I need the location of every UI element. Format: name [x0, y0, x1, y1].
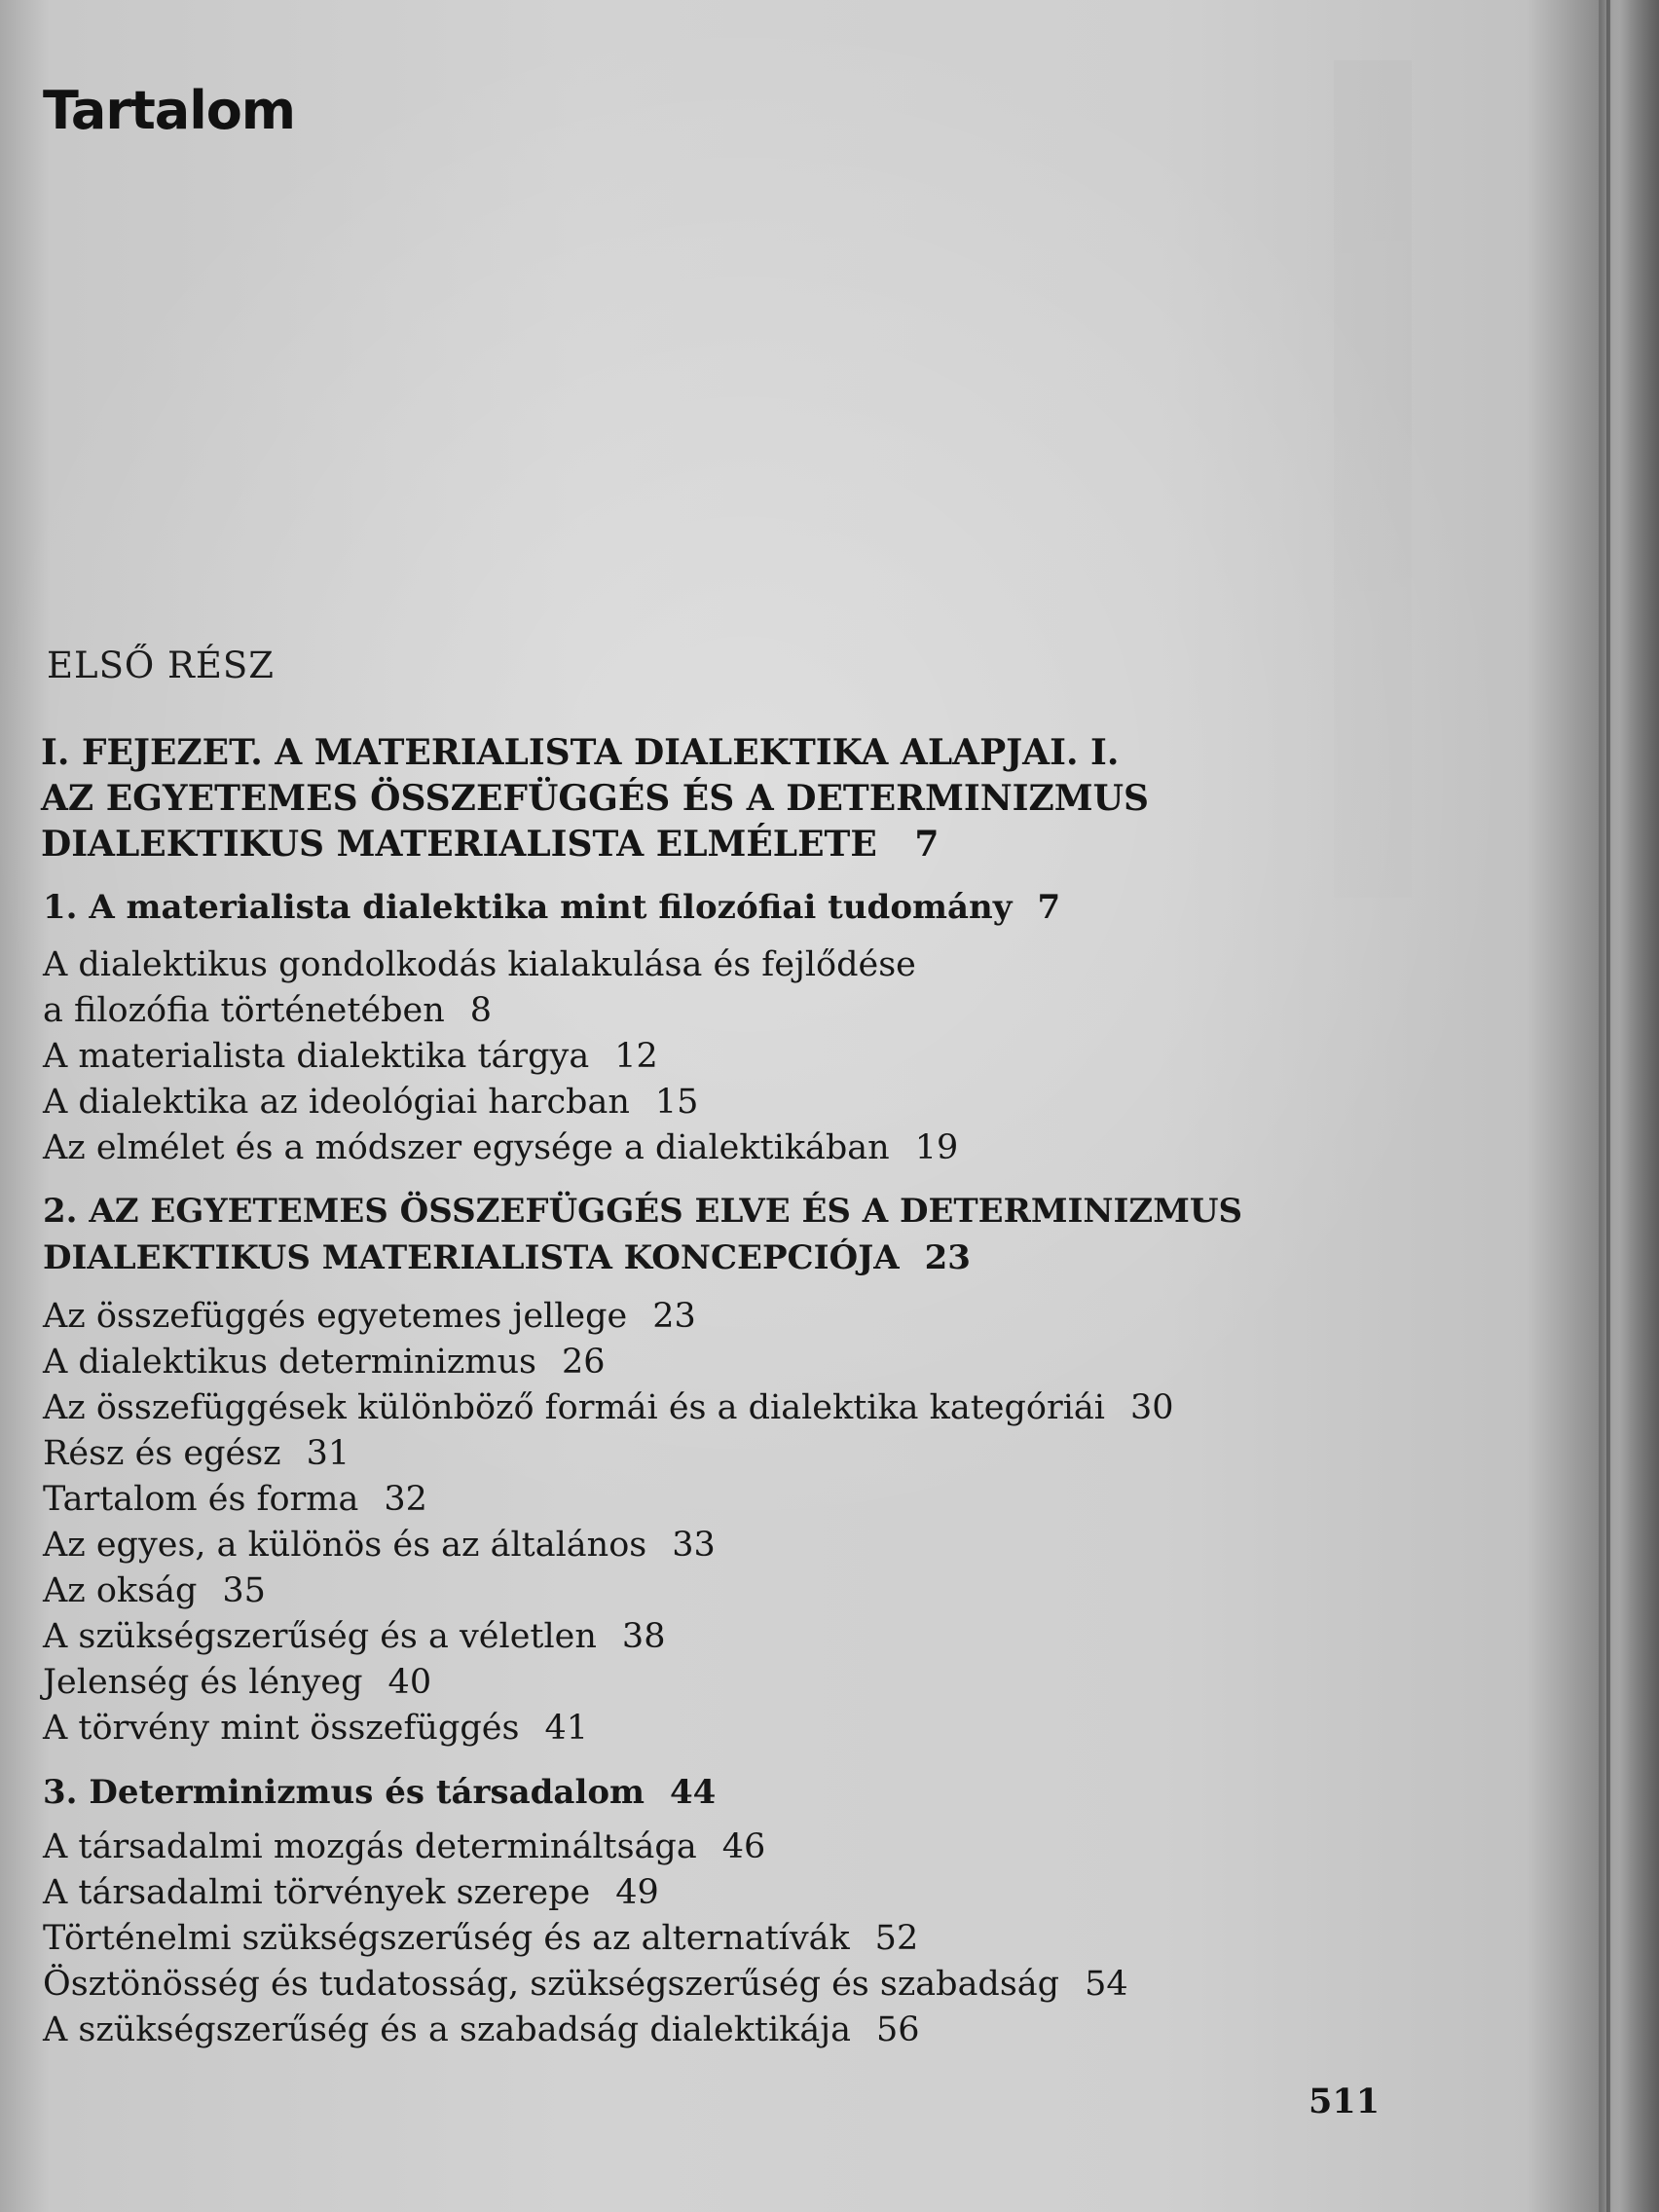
toc-entry-page: 44: [670, 1773, 717, 1812]
toc-entry: [43, 1709, 588, 1748]
toc-entry-text: A szükségszerűség és a véletlen: [43, 1617, 597, 1656]
book-spine-shadow: [1599, 0, 1659, 2212]
toc-entry-page: 56: [875, 2010, 920, 2049]
toc-entry-page: 31: [306, 1434, 350, 1473]
toc-entry-text: 2. AZ EGYETEMES ÖSSZEFÜGGÉS ELVE ÉS A DETERMINIZMUS: [43, 1192, 1243, 1231]
toc-entry: [43, 1037, 658, 1076]
toc-entry-text: A dialektika az ideológiai harcban: [43, 1083, 630, 1122]
toc-entry: [43, 1128, 959, 1167]
toc-entry-page: 8: [469, 991, 493, 1030]
toc-entry-page: 41: [544, 1709, 588, 1748]
toc-entry-text: 3. Determinizmus és társadalom: [43, 1773, 645, 1812]
toc-entry-text: A törvény mint összefüggés: [43, 1709, 520, 1748]
part-label: ELSŐ RÉSZ: [47, 645, 275, 686]
chapter-heading: [41, 730, 1375, 867]
toc-entry-text: A dialektikus gondolkodás kialakulása és fejlődése: [43, 945, 916, 984]
toc-entry-page: 23: [924, 1238, 971, 1277]
toc-entry-page: 33: [672, 1526, 716, 1565]
toc-entry-page: 38: [621, 1617, 666, 1656]
toc-entry-page: 30: [1129, 1388, 1174, 1427]
toc-entry: [43, 1192, 1243, 1231]
toc-entry-page: 15: [654, 1083, 699, 1122]
toc-entry: [43, 1083, 699, 1122]
toc-entry-text: Ösztönösség és tudatosság, szükségszerűség és szabadság: [43, 1965, 1060, 2004]
page-number: 511: [1309, 2082, 1381, 2121]
toc-entry: [43, 1480, 427, 1519]
toc-entry-page: 7: [1037, 888, 1061, 927]
toc-entry-text: Tartalom és forma: [43, 1480, 359, 1519]
toc-entry-page: 19: [914, 1128, 959, 1167]
toc-entry: [43, 945, 916, 984]
toc-entry-text: Az egyes, a különös és az általános: [43, 1526, 647, 1565]
toc-entry-text: A társadalmi mozgás determináltsága: [43, 1827, 697, 1866]
chapter-heading-line-3: [41, 822, 1375, 867]
toc-entry-text: Az összefüggések különböző formái és a dialektika kategóriái: [43, 1388, 1105, 1427]
toc-entry-text: Az okság: [43, 1571, 198, 1610]
chapter-page-number: 7: [914, 824, 940, 865]
toc-entry-page: 52: [874, 1919, 919, 1958]
toc-entry: [43, 1827, 766, 1866]
toc-entry: [43, 1571, 266, 1610]
toc-entry: [43, 1343, 606, 1382]
toc-entry: [43, 1873, 659, 1912]
page-title: Tartalom: [43, 80, 296, 141]
toc-entry-text: 1. A materialista dialektika mint filozófiai tudomány: [43, 888, 1013, 927]
toc-entry: [43, 1297, 696, 1336]
toc-entry: [43, 1919, 919, 1958]
chapter-heading-line-2: AZ EGYETEMES ÖSSZEFÜGGÉS ÉS A DETERMINIZMUS: [41, 778, 1150, 819]
toc-entry-text: A szükségszerűség és a szabadság dialektikája: [43, 2010, 851, 2049]
toc-entry: [43, 1965, 1128, 2004]
chapter-heading-line-3-text: DIALEKTIKUS MATERIALISTA ELMÉLETE: [41, 824, 877, 865]
toc-entry-text: Az összefüggés egyetemes jellege: [43, 1297, 628, 1336]
toc-entry-text: A társadalmi törvények szerepe: [43, 1873, 591, 1912]
toc-entry-text: a filozófia történetében: [43, 991, 445, 1030]
toc-entry-page: 46: [721, 1827, 766, 1866]
toc-entry-page: 12: [614, 1037, 658, 1076]
toc-entry: [43, 991, 493, 1030]
toc-entry-page: 26: [561, 1343, 606, 1382]
toc-entry: [43, 2010, 920, 2049]
toc-entry: [43, 888, 1061, 927]
toc-entry: [43, 1526, 716, 1565]
toc-entry: [43, 1388, 1174, 1427]
toc-entry-text: Jelenség és lényeg: [43, 1663, 363, 1702]
toc-entry: [43, 1238, 971, 1277]
chapter-heading-line-1: I. FEJEZET. A MATERIALISTA DIALEKTIKA ALAPJAI. I.: [41, 732, 1120, 773]
toc-entry-page: 49: [615, 1873, 659, 1912]
toc-entry-page: 40: [387, 1663, 432, 1702]
toc-entry-text: Történelmi szükségszerűség és az alternatívák: [43, 1919, 850, 1958]
toc-entry: [43, 1663, 432, 1702]
toc-entry-text: Az elmélet és a módszer egysége a dialektikában: [43, 1128, 890, 1167]
toc-entry: [43, 1617, 666, 1656]
toc-entry-text: Rész és egész: [43, 1434, 281, 1473]
toc-entry-page: 54: [1085, 1965, 1128, 2004]
toc-entry: [43, 1773, 717, 1812]
toc-entry-text: DIALEKTIKUS MATERIALISTA KONCEPCIÓJA: [43, 1238, 900, 1277]
toc-entry-page: 35: [222, 1571, 266, 1610]
toc-entry-page: 23: [652, 1297, 696, 1336]
toc-entry-page: 32: [384, 1480, 427, 1519]
toc-entry-text: A dialektikus determinizmus: [43, 1343, 536, 1382]
toc-entry: [43, 1434, 350, 1473]
toc-entry-text: A materialista dialektika tárgya: [43, 1037, 590, 1076]
